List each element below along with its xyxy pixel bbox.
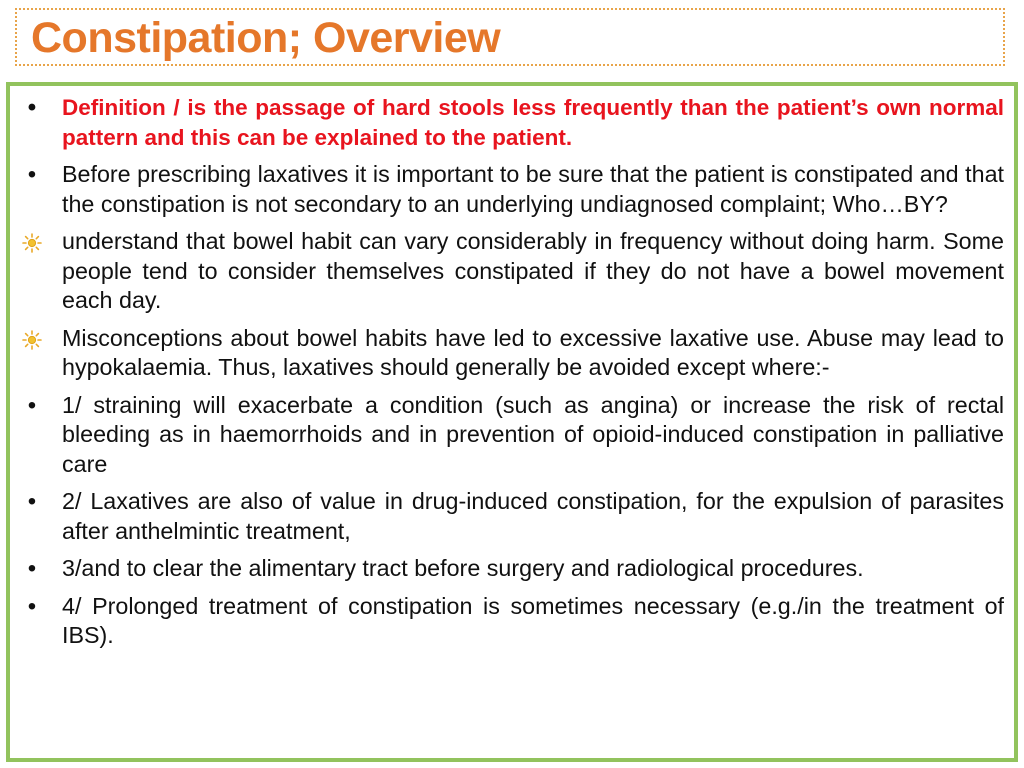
bullet-dot-icon [20,160,44,190]
list-item [18,324,1004,383]
sun-icon [22,330,42,350]
bullet-text: Definition / is the passage of hard stools less frequently than the patient’s own normal pattern and this can be explained to the patient. [62,95,1004,150]
bullet-text: understand that bowel habit can vary considerably in frequency without doing harm. Some people tend to consider themselves constipated if they do not have a bowel movement each day. [62,228,1004,313]
bullet-list [18,93,1004,659]
bullet-text: 3/and to clear the alimentary tract before surgery and radiological procedures. [62,555,864,581]
bullet-text: 2/ Laxatives are also of value in drug-induced constipation, for the expulsion of parasites after anthelmintic treatment, [62,488,1004,544]
bullet-text: Before prescribing laxatives it is important to be sure that the patient is constipated and that the constipation is not secondary to an underlying undiagnosed complaint; Who…BY? [62,161,1004,217]
list-item [18,391,1004,480]
list-item-definition [18,93,1004,152]
bullet-text: 1/ straining will exacerbate a condition (such as angina) or increase the risk of rectal bleeding as in haemorrhoids and in prevention of opioid-induced constipation in palliative care [62,391,1004,477]
sun-icon [22,233,42,253]
bullet-text: Misconceptions about bowel habits have led to excessive laxative use. Abuse may lead to hypokalaemia. Thus, laxatives should generally be avoided except where:- [62,324,1004,380]
bullet-dot-icon [20,93,44,123]
title-box [15,8,1005,66]
list-item [18,554,1004,584]
bullet-dot-icon [20,554,44,584]
list-item [18,592,1004,651]
bullet-dot-icon [20,391,44,421]
bullet-dot-icon [20,592,44,622]
content-box [6,82,1018,762]
list-item [18,227,1004,316]
slide-title: Constipation; Overview [31,14,501,62]
list-item [18,487,1004,546]
bullet-text: 4/ Prolonged treatment of constipation is sometimes necessary (e.g./in the treatment of IBS). [62,592,1004,648]
list-item [18,160,1004,219]
bullet-dot-icon [20,487,44,517]
